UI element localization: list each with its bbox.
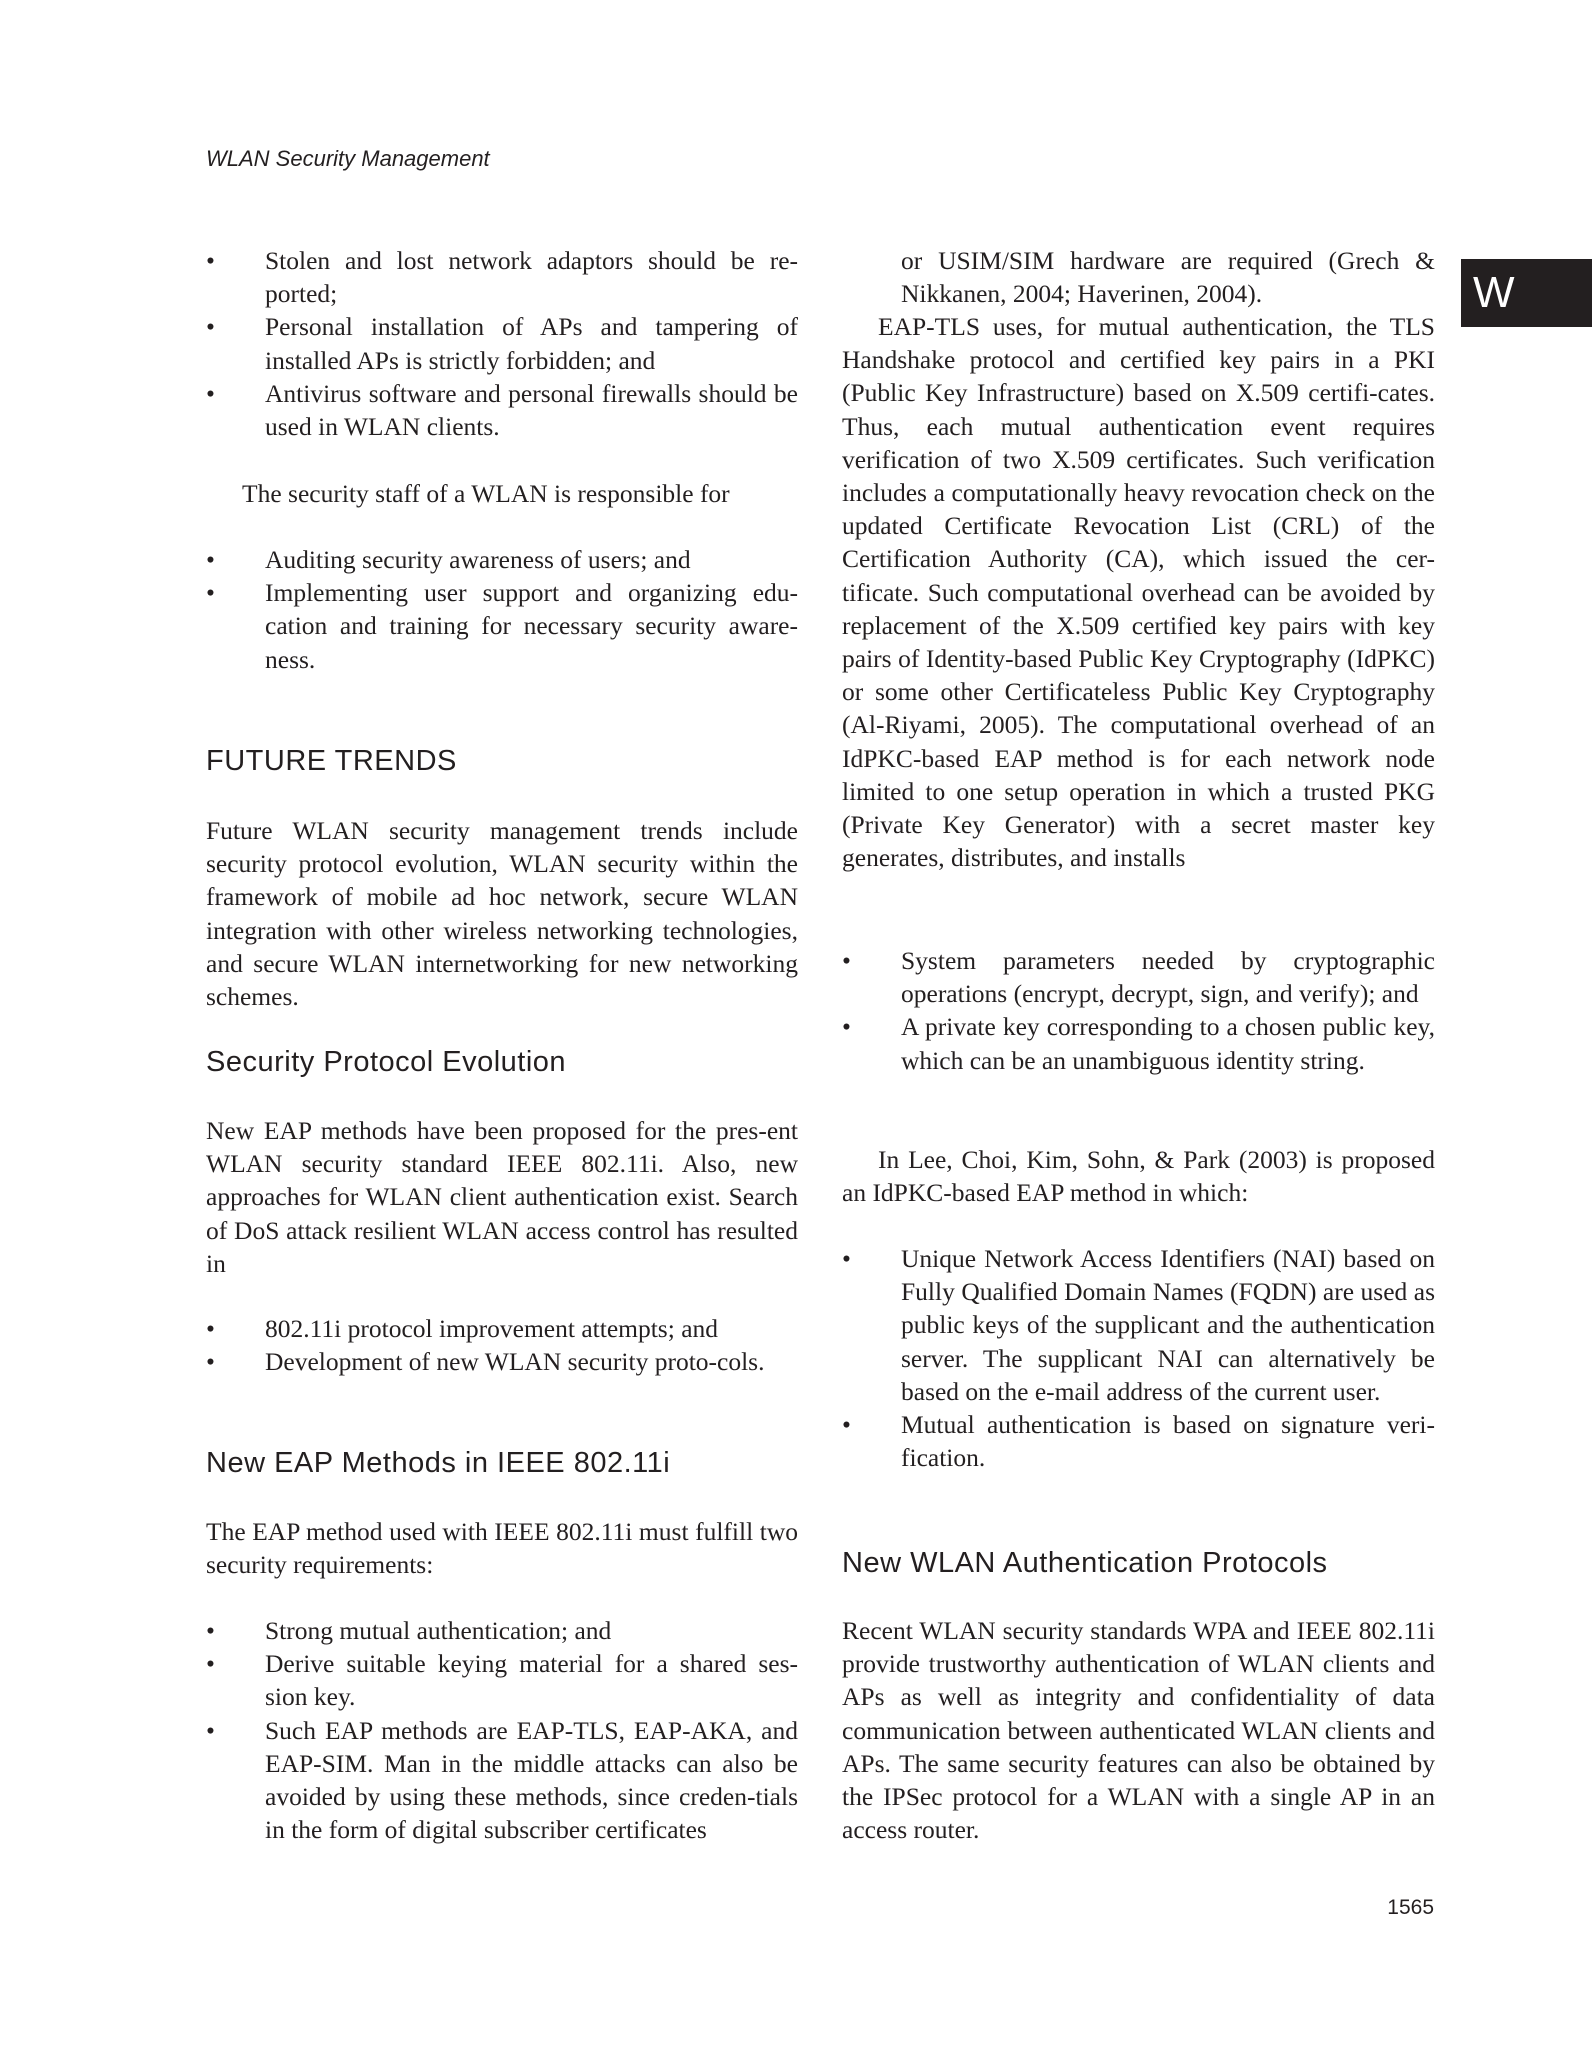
heading-new-wlan-authentication: New WLAN Authentication Protocols	[842, 1547, 1328, 1579]
bullet-list-requirements	[206, 1614, 798, 1846]
bullet-list-pkg	[842, 944, 1435, 1077]
list-item: • Development of new WLAN security proto-cols.	[206, 1345, 798, 1378]
page-number: 1565	[1387, 1896, 1434, 1919]
paragraph-eap-tls: EAP-TLS uses, for mutual authentication, the TLS Handshake protocol and certified key pairs in a PKI (Public Key Infrastructure) based on X.509 certifi-cates. Thus, each mutual authentication event requires verification of two X.509 certificates. Such verification includes a computationally heavy revocation check on the updated Certificate Revocation List (CRL) of the Certification Authority (CA), which issued the cer-tificate. Such computational overhead can be avoided by replacement of the X.509 certified key pairs with key pairs of Identity-based Public Key Cryptography (IdPKC) or some other Certificateless Public Key Cryptography (Al-Riyami, 2005). The computational overhead of an IdPKC-based EAP method is for each network node limited to one setup operation in which a trusted PKG (Private Key Generator) with a secret master key generates, distributes, and installs	[842, 312, 1435, 873]
running-header: WLAN Security Management	[206, 146, 490, 171]
list-item: • System parameters needed by cryptographic operations (encrypt, decrypt, sign, and verify); and	[842, 944, 1435, 1010]
list-item: • Strong mutual authentication; and	[206, 1614, 798, 1647]
list-item: • Auditing security awareness of users; and	[206, 543, 798, 576]
list-item: • Mutual authentication is based on signature veri-fication.	[842, 1408, 1435, 1474]
paragraph-lee: In Lee, Choi, Kim, Sohn, & Park (2003) is proposed an IdPKC-based EAP method in which:	[842, 1145, 1435, 1208]
paragraph-new-eap: New EAP methods have been proposed for the pres-ent WLAN security standard IEEE 802.11i. Also, new approaches for WLAN client authentication exist. Search of DoS attack resilient WLAN access control has resulted in	[206, 1116, 798, 1278]
list-item: • 802.11i protocol improvement attempts; and	[206, 1312, 798, 1345]
list-item: • Derive suitable keying material for a shared ses-sion key.	[206, 1647, 798, 1713]
bullet-list-staff	[206, 543, 798, 676]
list-item: • Stolen and lost network adaptors should be re-ported;	[206, 244, 798, 310]
paragraph-requirements: The EAP method used with IEEE 802.11i must fulfill two security requirements:	[206, 1517, 798, 1580]
paragraph-future-trends: Future WLAN security management trends include security protocol evolution, WLAN security within the framework of mobile ad hoc network, secure WLAN integration with other wireless networking technologies, and secure WLAN internetworking for new networking schemes.	[206, 816, 798, 1012]
heading-new-eap-methods: New EAP Methods in IEEE 802.11i	[206, 1447, 671, 1479]
list-item: • Antivirus software and personal firewalls should be used in WLAN clients.	[206, 377, 798, 443]
section-thumb-tab	[1461, 259, 1592, 327]
bullet-list-idpkc	[842, 1242, 1435, 1474]
list-item: • Such EAP methods are EAP-TLS, EAP-AKA, and EAP-SIM. Man in the middle attacks can also be avoided by using these methods, since creden-tials in the form of digital subscriber certificates	[206, 1714, 798, 1847]
list-item: • Unique Network Access Identifiers (NAI) based on Fully Qualified Domain Names (FQDN) are used as public keys of the supplicant and the authentication server. The supplicant NAI can alternatively be based on the e-mail address of the current user.	[842, 1242, 1435, 1408]
thumb-tab-letter: W	[1473, 268, 1515, 317]
list-item: • Personal installation of APs and tampering of installed APs is strictly forbidden; and	[206, 310, 798, 376]
bullet-list-attempts	[206, 1312, 798, 1378]
paragraph-continuation: or USIM/SIM hardware are required (Grech & Nikkanen, 2004; Haverinen, 2004).	[901, 246, 1435, 309]
list-item: • A private key corresponding to a chosen public key, which can be an unambiguous identity string.	[842, 1010, 1435, 1076]
heading-security-protocol-evolution: Security Protocol Evolution	[206, 1046, 567, 1078]
bullet-list-policies	[206, 244, 798, 443]
paragraph-authentication: Recent WLAN security standards WPA and IEEE 802.11i provide trustworthy authentication of WLAN clients and APs as well as integrity and confidentiality of data communication between authenticated WLAN clients and APs. The same security features can also be obtained by the IPSec protocol for a WLAN with a single AP in an access router.	[842, 1616, 1435, 1845]
heading-future-trends: FUTURE TRENDS	[206, 745, 457, 777]
paragraph-staff: The security staff of a WLAN is responsible for	[242, 479, 730, 508]
list-item: • Implementing user support and organizing edu-cation and training for necessary security aware-ness.	[206, 576, 798, 676]
